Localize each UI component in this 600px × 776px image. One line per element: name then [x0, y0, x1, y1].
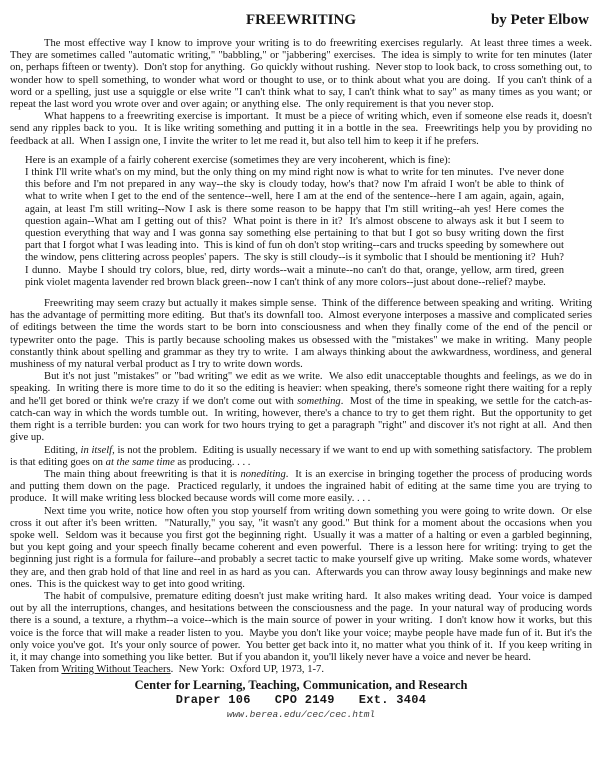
text-run: something	[297, 395, 341, 407]
paragraph	[10, 298, 595, 371]
text-run: Next time you write, notice how often you stop yourself from writing down something you were going to write down. Or else cross it out after it's been written. "Naturally," you say, "it wasn't any good." But think for a moment about the occasions when you spoke well. Seldom was it because you first got the beginning right. Usually it was a matter of a halting or even a garbled beginning, but you kept going and your speech finally became coherent and even powerful. There is a lesson here for writing: trying to get the beginning just right is a formula for failure--and probably a secret tactic to make yourself give up writing. Make some words, whatever they are, and then grab hold of that line and reel in as hard as you can. Afterwards you can throw away lousy beginnings and make new ones. This is the quickest way to get into good writing.	[10, 505, 595, 590]
text-run: Editing,	[44, 444, 81, 456]
text-run: Freewriting may seem crazy but actually it makes simple sense. Think of the difference between speaking and writing. Writing has the advantage of permitting more editing. But that's its downfall too. Almost everyone interposes a massive and complicated series of editings between the time the words start to be born into consciousness and when they finally come of the end of the pencil or typewriter onto the page. This is partly because schooling makes us obsessed with the "mistakes" we make in writing. Many people constantly think about spelling and grammar as they try to write. I am always thinking about the awkwardness, wordiness, and general mushiness of my natural verbal product as I try to write down words.	[10, 298, 595, 371]
text-run: The most effective way I know to improve your writing is to do freewriting exercises regularly. At least three times a week. They are sometimes called "automatic writing," "babbling," or "jabbering" exercises. The idea is simply to write for ten minutes (later on, perhaps fifteen or twenty). Don't stop for anything. Go quickly without rushing. Never stop to look back, to cross something out, to wonder how to spell something, to wonder what word or thought to use, or to think about what you are doing. If you can't think of a word or a spelling, just use a squiggle or else write "I can't think what to say, I can't think what to say" as many times as you want; or repeat the last word you wrote over and over again; or anything else. The only requirement is that you never stop.	[10, 38, 598, 111]
example-text: I think I'll write what's on my mind, but the only thing on my mind right now is what to write for ten minutes. I've never done this before and I'm not prepared in any way--the sky is cloudy today, how's that? now I'm afraid I won't be able to think of what to write when I get to the end of the sentence--well, here I am at the end of the sentence--here I am again, again, again, again, at least I'm still writing--Now I ask is there some reason to be happy that I'm still writing--ah yes! Here comes the question again--What am I getting out of this? What point is there in it? It's almost obscene to always ask it but I seem to question everything that way and I was gonna say something else pertaining to that but I got so busy writing down the first part that I forgot what I was leading into. This is kind of fun oh don't stop writing--cars and trucks speeding by somewhere out the window, pens clittering across peoples' papers. The sky is still cloudy--is it symbolic that I should be mentioning it? Huh? I dunno. Maybe I should try colors, blue, red, dirty words--wait a minute--no can't do that, orange, yellow, arm tired, green pink violet magenta lavender red brown black green--now I can't think of any more colors--just about done--relief? maybe.	[25, 167, 570, 288]
document-header	[10, 13, 592, 28]
paragraph	[10, 590, 595, 664]
website-url: www.berea.edu/cec/cec.html	[226, 709, 376, 721]
text-run: But it's not just "mistakes" or "bad writing" we edit as we write. We also edit unacceptable thoughts and feelings, as we do in speaking. In writing there is more time to do it so the editing is heavier: when speaking, there's someone right there waiting for a reply and he'll get bored or think we're crazy if we don't come out with	[10, 371, 595, 407]
text-run: The main thing about freewriting is that it is	[44, 468, 241, 480]
paragraph	[10, 38, 598, 111]
text-run: Writing Without Teachers	[61, 664, 171, 676]
discussion-paragraphs	[10, 298, 595, 664]
text-run: Taken from	[10, 664, 62, 676]
document-footer	[10, 678, 592, 720]
center-name: Center for Learning, Teaching, Communication, and Research	[134, 678, 468, 693]
text-run: What happens to a freewriting exercise is important. It must be a piece of writing which, even if someone else reads it, doesn't send any ripples back to you. It is like writing something and putting it in a bottle in the sea. Freewritings help you by providing no feedback at all. When I assign one, I invite the writer to let me read it, but also tell him to keep it if he prefers.	[10, 111, 595, 147]
text-run: at the same time	[105, 456, 175, 468]
text-run: . Most of the time in speaking, we settle for the catch-as-catch-can way in which the words tumble out. In writing, however, there's a chance to try to get them right. But the opportunity to get them right is a terrible burden: you can work for two hours trying to get a paragraph "right" and discover it's not right at all. And then give up.	[10, 395, 595, 444]
example-intro: Here is an example of a fairly coherent exercise (sometimes they are very incoherent, which is fine):	[25, 154, 451, 166]
paragraph	[10, 111, 595, 148]
intro-paragraphs	[10, 38, 598, 148]
text-run: is not the problem. Editing is usually necessary if we want to end up with something satisfactory. The problem is that editing goes on	[10, 444, 595, 468]
text-run: as producing. . . .	[174, 456, 251, 468]
contact-room: Draper 106	[175, 693, 251, 708]
document-byline: by Peter Elbow	[490, 12, 589, 28]
freewriting-example-block	[25, 154, 570, 289]
text-run: nonediting	[240, 468, 286, 480]
paragraph	[10, 505, 595, 591]
contact-line	[10, 693, 592, 707]
text-run: in itself,	[80, 444, 115, 456]
attribution-line	[10, 664, 592, 676]
document-title: FREEWRITING	[245, 12, 357, 28]
text-run: . It is an exercise in bringing together the process of producing words and putting them down on the page. Practiced regularly, it undoes the ingrained habit of editing at the same time you are trying to produce. It will make writing less blocked because words will come more easily. . . .	[10, 468, 595, 505]
contact-ext: Ext. 3404	[358, 693, 427, 708]
paragraph	[10, 444, 595, 469]
text-run: . New York: Oxford UP, 1973, 1-7.	[170, 664, 324, 676]
document-body	[10, 38, 598, 676]
text-run: The habit of compulsive, premature editing doesn't just make writing hard. It also makes writing dead. Your voice is damped out by all the interruptions, changes, and hesitations between the consciousness and the page. In your natural way of producing words there is a sound, a texture, a rhythm--a voice--which is the main source of power in your writing. I don't know how it works, but this voice is the force that will make a reader listen to you. Maybe you don't like your voice; maybe people have made fun of it. But it's the only voice you've got. It's your only source of power. You better get back into it, no matter what you think of it. If you keep writing in it, it may change into something you like better. But if you abandon it, you'll likely never have a voice and never be heard.	[10, 590, 595, 663]
paragraph	[10, 468, 595, 506]
contact-cpo: CPO 2149	[274, 693, 335, 708]
paragraph	[10, 371, 595, 444]
